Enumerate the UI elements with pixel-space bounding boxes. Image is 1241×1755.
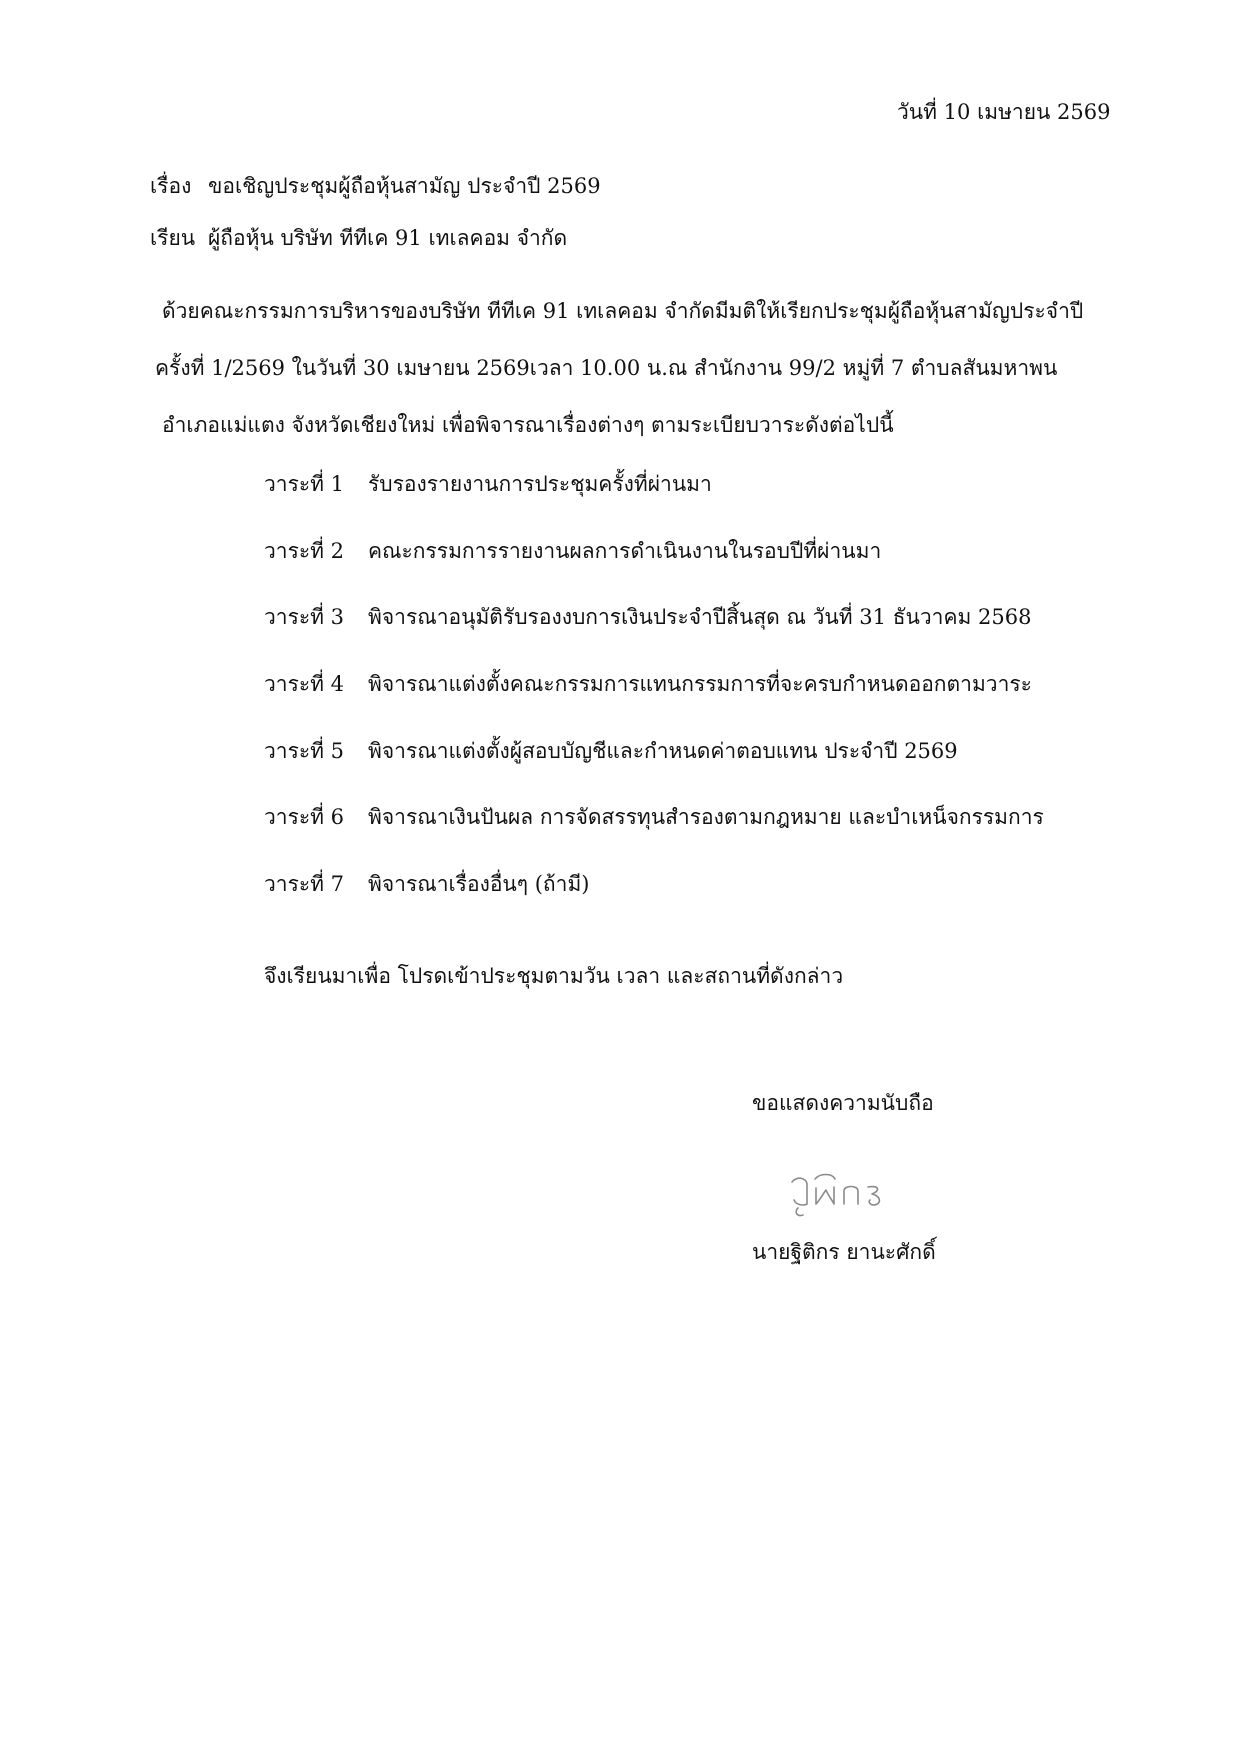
agenda-text: พิจารณาเงินปันผล การจัดสรรทุนสำรองตามกฎหมาย และบำเหน็จกรรมการ (368, 805, 1044, 830)
agenda-item (264, 537, 1044, 604)
agenda-text: พิจารณาเรื่องอื่นๆ (ถ้ามี) (368, 872, 590, 897)
subject-label: เรื่อง (150, 174, 192, 198)
agenda-item (264, 737, 1044, 804)
recipient-label: เรียน (150, 226, 196, 250)
agenda-number: วาระที่ 7 (264, 872, 345, 897)
agenda-number: วาระที่ 6 (264, 805, 345, 830)
agenda-text: พิจารณาอนุมัติรับรองงบการเงินประจำปีสิ้นสุด ณ วันที่ 31 ธันวาคม 2568 (368, 605, 1032, 630)
agenda-number: วาระที่ 2 (264, 538, 345, 563)
recipient-line (150, 224, 567, 252)
agenda-item (264, 603, 1044, 670)
agenda-text: พิจารณาแต่งตั้งคณะกรรมการแทนกรรมการที่จะครบกำหนดออกตามวาระ (368, 672, 1032, 697)
letter-date: วันที่ 10 เมษายน 2569 (897, 100, 1111, 124)
closing-sentence: จึงเรียนมาเพื่อ โปรดเข้าประชุมตามวัน เวลา และสถานที่ดังกล่าว (264, 964, 844, 988)
agenda-list (264, 470, 1044, 937)
agenda-number: วาระที่ 4 (264, 672, 345, 697)
agenda-number: วาระที่ 3 (264, 605, 345, 630)
subject-text: ขอเชิญประชุมผู้ถือหุ้นสามัญ ประจำปี 2569 (208, 174, 601, 198)
agenda-text: คณะกรรมการรายงานผลการดำเนินงานในรอบปีที่ผ่านมา (368, 538, 882, 563)
agenda-item (264, 803, 1044, 870)
body-paragraph-line-2: ครั้งที่ 1/2569 ในวันที่ 30 เมษายน 2569เวลา 10.00 น.ณ สำนักงาน 99/2 หมู่ที่ 7 ตำบลสันมหาพน (155, 356, 1058, 380)
agenda-number: วาระที่ 5 (264, 738, 345, 763)
agenda-number: วาระที่ 1 (264, 472, 345, 496)
signer-name: นายฐิติกร ยานะศักดิ์ (752, 1240, 936, 1264)
handwritten-signature (788, 1170, 888, 1224)
recipient-text: ผู้ถือหุ้น บริษัท ทีทีเค 91 เทเลคอม จำกัด (208, 226, 568, 250)
body-paragraph-line-1: ด้วยคณะกรรมการบริหารของบริษัท ทีทีเค 91 เทเลคอม จำกัดมีมติให้เรียกประชุมผู้ถือหุ้นสามัญประจำปี (162, 299, 1084, 323)
agenda-text: รับรองรายงานการประชุมครั้งที่ผ่านมา (368, 472, 712, 496)
agenda-item (264, 870, 1044, 937)
agenda-item (264, 670, 1044, 737)
agenda-text: พิจารณาแต่งตั้งผู้สอบบัญชีและกำหนดค่าตอบแทน ประจำปี 2569 (368, 738, 958, 763)
subject-line (150, 172, 601, 200)
regards-line: ขอแสดงความนับถือ (752, 1091, 934, 1115)
body-paragraph-line-3: อำเภอแม่แตง จังหวัดเชียงใหม่ เพื่อพิจารณาเรื่องต่างๆ ตามระเบียบวาระดังต่อไปนี้ (162, 413, 894, 437)
agenda-item (264, 470, 1044, 537)
